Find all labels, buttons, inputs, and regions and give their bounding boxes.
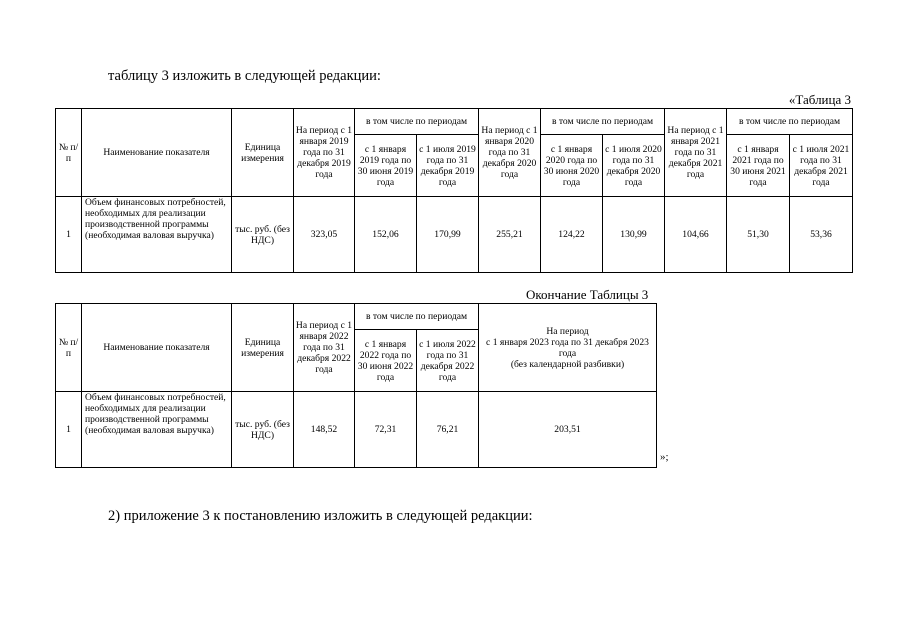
col-num-header: № п/п	[56, 109, 82, 197]
h2-2022-header: с 1 июля 2022 года по 31 декабря 2022 года	[417, 330, 479, 392]
row-unit: тыс. руб. (без НДС)	[232, 392, 294, 468]
group-2020-header: в том числе по периодам	[541, 109, 665, 135]
period-2021-header: На период с 1 января 2021 года по 31 декабря 2021 года	[665, 109, 727, 197]
col-name-header: Наименование показателя	[82, 304, 232, 392]
period-2022-header: На период с 1 января 2022 года по 31 декабря 2022 года	[294, 304, 355, 392]
period-2023-line3: (без календарной разбивки)	[510, 358, 625, 370]
outro-text: 2) приложение 3 к постановлению изложить в следующей редакции:	[108, 508, 533, 524]
row-num: 1	[56, 197, 82, 273]
period-2020-header: На период с 1 января 2020 года по 31 декабря 2020 года	[479, 109, 541, 197]
table-1	[55, 108, 853, 273]
group-2019-header: в том числе по периодам	[355, 109, 479, 135]
value-cell: 53,36	[790, 197, 853, 273]
value-cell: 152,06	[355, 197, 417, 273]
value-cell: 130,99	[603, 197, 665, 273]
value-cell: 104,66	[665, 197, 727, 273]
value-cell: 170,99	[417, 197, 479, 273]
row-unit: тыс. руб. (без НДС)	[232, 197, 294, 273]
group-2022-header: в том числе по периодам	[355, 304, 479, 330]
row-name: Объем финансовых потребностей, необходимых для реализации производственной программы (необходимая валовая выручка)	[82, 197, 232, 273]
value-cell: 72,31	[355, 392, 417, 468]
value-cell: 124,22	[541, 197, 603, 273]
col-name-header: Наименование показателя	[82, 109, 232, 197]
table2-label: Окончание Таблицы 3	[526, 287, 649, 302]
intro-text: таблицу 3 изложить в следующей редакции:	[108, 68, 381, 84]
period-2023-line2: с 1 января 2023 года по 31 декабря 2023 года	[486, 336, 649, 359]
h2-2019-header: с 1 июля 2019 года по 31 декабря 2019 года	[417, 135, 479, 197]
h1-2019-header: с 1 января 2019 года по 30 июня 2019 года	[355, 135, 417, 197]
value-cell: 255,21	[479, 197, 541, 273]
h1-2022-header: с 1 января 2022 года по 30 июня 2022 года	[355, 330, 417, 392]
col-unit-header: Единица измерения	[232, 109, 294, 197]
value-cell: 148,52	[294, 392, 355, 468]
h2-2021-header: с 1 июля 2021 года по 31 декабря 2021 года	[790, 135, 853, 197]
value-cell: 203,51	[479, 392, 657, 468]
h2-2020-header: с 1 июля 2020 года по 31 декабря 2020 года	[603, 135, 665, 197]
table1-label: «Таблица 3	[788, 92, 851, 107]
group-2021-header: в том числе по периодам	[727, 109, 853, 135]
table-row	[56, 392, 657, 468]
value-cell: 51,30	[727, 197, 790, 273]
row-name: Объем финансовых потребностей, необходимых для реализации производственной программы (необходимая валовая выручка)	[82, 392, 232, 468]
value-cell: 323,05	[294, 197, 355, 273]
table-2	[55, 303, 657, 468]
closing-mark: »;	[660, 451, 669, 463]
value-cell: 76,21	[417, 392, 479, 468]
row-num: 1	[56, 392, 82, 468]
h1-2021-header: с 1 января 2021 года по 30 июня 2021 года	[727, 135, 790, 197]
col-num-header: № п/п	[56, 304, 82, 392]
table-row	[56, 197, 853, 273]
period-2019-header: На период с 1 января 2019 года по 31 декабря 2019 года	[294, 109, 355, 197]
period-2023-line1: На период	[546, 325, 589, 337]
period-2023-header	[479, 304, 657, 392]
h1-2020-header: с 1 января 2020 года по 30 июня 2020 года	[541, 135, 603, 197]
col-unit-header: Единица измерения	[232, 304, 294, 392]
